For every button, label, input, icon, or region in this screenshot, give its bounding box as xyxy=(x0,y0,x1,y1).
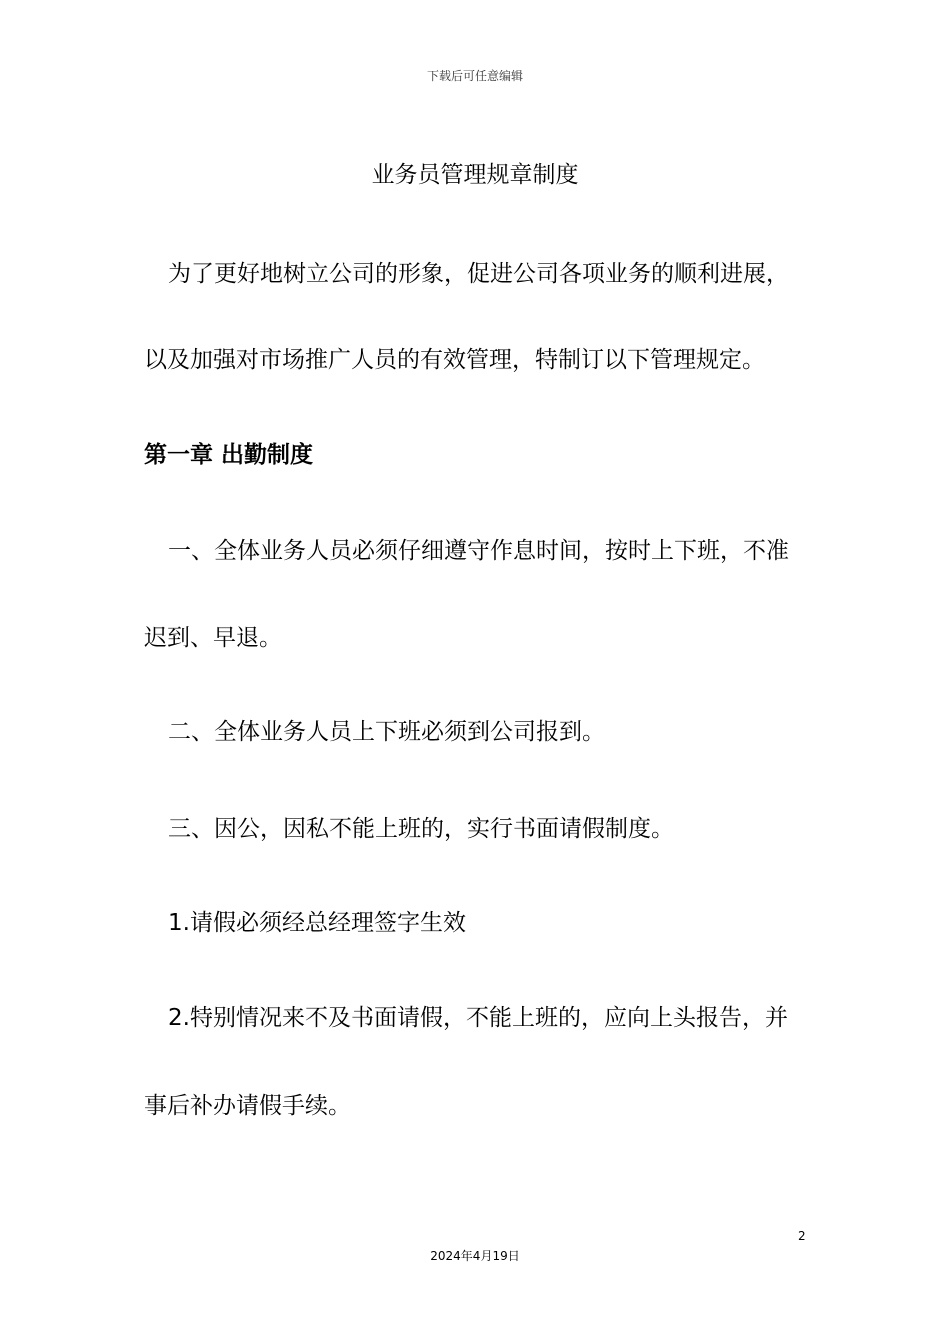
intro-paragraph-line-2: 以及加强对市场推广人员的有效管理，特制订以下管理规定。 xyxy=(144,347,765,373)
page-number: 2 xyxy=(798,1229,806,1243)
item-1-line-1: 一、全体业务人员必须仔细遵守作息时间，按时上下班，不准 xyxy=(168,538,789,564)
item-3: 三、因公，因私不能上班的，实行书面请假制度。 xyxy=(168,816,674,842)
document-title: 业务员管理规章制度 xyxy=(371,162,579,188)
item-2: 二、全体业务人员上下班必须到公司报到。 xyxy=(168,719,605,745)
item-1-line-2: 迟到、早退。 xyxy=(144,625,282,651)
page-header: 下载后可任意编辑 xyxy=(426,69,523,83)
sub-item-1: 1.请假必须经总经理签字生效 xyxy=(168,910,466,936)
intro-paragraph-line-1: 为了更好地树立公司的形象，促进公司各项业务的顺利进展， xyxy=(168,261,789,287)
footer-date: 2024年4月19日 xyxy=(430,1249,520,1263)
chapter-heading: 第一章 出勤制度 xyxy=(144,442,314,468)
sub-item-2-line-1: 2.特别情况来不及书面请假，不能上班的，应向上头报告，并 xyxy=(168,1005,788,1031)
sub-item-2-line-2: 事后补办请假手续。 xyxy=(144,1093,351,1119)
